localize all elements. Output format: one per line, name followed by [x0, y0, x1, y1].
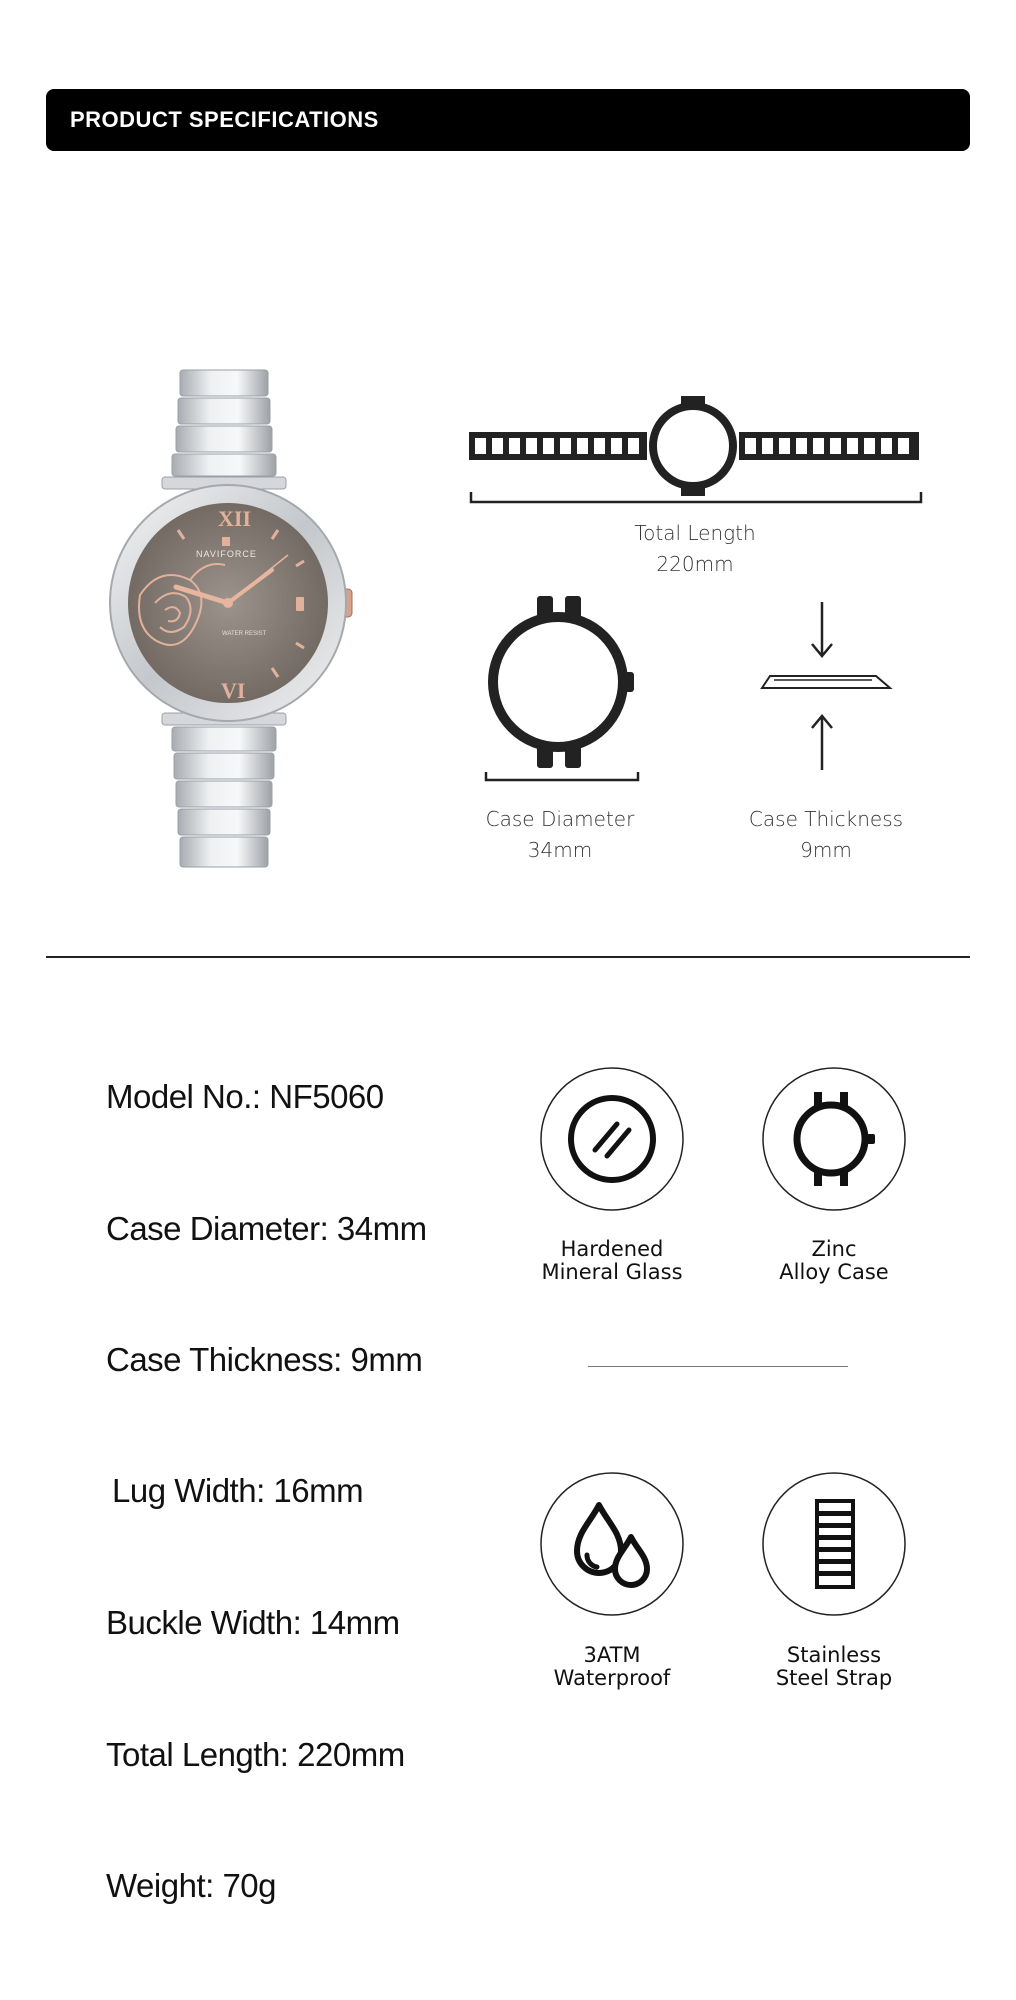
case-diameter-caption	[450, 804, 670, 866]
spec-lug-width: Lug Width: 16mm	[112, 1472, 364, 1509]
bracelet-top	[162, 370, 286, 489]
feature-divider	[588, 1366, 848, 1367]
watch-product-image	[100, 365, 370, 875]
svg-text:XII: XII	[218, 506, 252, 531]
spec-weight: Weight: 70g	[106, 1867, 277, 1904]
watch-case-icon	[761, 1066, 907, 1212]
svg-text:WATER RESIST: WATER RESIST	[222, 631, 267, 637]
feature-line: Waterproof	[553, 1666, 671, 1690]
feature-label-steel-strap	[724, 1644, 944, 1690]
feature-line: Zinc	[811, 1237, 857, 1261]
feature-line: 3ATM	[583, 1643, 641, 1667]
feature-line: Alloy Case	[779, 1260, 889, 1284]
section-title: PRODUCT SPECIFICATIONS	[70, 107, 379, 132]
feature-label-zinc-alloy	[724, 1238, 944, 1284]
case-diameter-label: Case Diameter	[485, 807, 635, 831]
steel-strap-icon	[761, 1471, 907, 1617]
spec-total-length: Total Length: 220mm	[106, 1736, 405, 1773]
bracelet-left-diagram	[469, 432, 647, 460]
section-divider	[46, 956, 970, 958]
case-thickness-diagram	[740, 598, 910, 778]
case-diameter-value: 34mm	[527, 838, 593, 862]
svg-text:NAVIFORCE: NAVIFORCE	[196, 549, 257, 559]
total-length-diagram	[465, 388, 925, 508]
total-length-value: 220mm	[656, 552, 734, 576]
bracelet-right-diagram	[739, 432, 919, 460]
total-length-caption	[580, 518, 810, 580]
feature-line: Hardened	[560, 1237, 664, 1261]
feature-line: Steel Strap	[775, 1666, 893, 1690]
case-thickness-caption	[716, 804, 936, 866]
water-drops-icon	[539, 1471, 685, 1617]
bracelet-bottom	[162, 713, 286, 867]
spec-case-diameter: Case Diameter: 34mm	[106, 1210, 427, 1247]
feature-label-waterproof	[502, 1644, 722, 1690]
spec-case-thickness: Case Thickness: 9mm	[106, 1341, 423, 1378]
spec-buckle-width: Buckle Width: 14mm	[106, 1604, 400, 1641]
mineral-glass-icon	[539, 1066, 685, 1212]
spec-model-number: Model No.: NF5060	[106, 1078, 384, 1115]
case-diameter-diagram	[480, 590, 650, 790]
svg-text:VI: VI	[221, 678, 246, 703]
case-thickness-value: 9mm	[800, 838, 852, 862]
feature-line: Stainless	[786, 1643, 882, 1667]
case-thickness-label: Case Thickness	[748, 807, 904, 831]
total-length-label: Total Length	[634, 521, 756, 545]
feature-label-mineral-glass	[502, 1238, 722, 1284]
feature-line: Mineral Glass	[541, 1260, 683, 1284]
section-header	[46, 89, 970, 151]
